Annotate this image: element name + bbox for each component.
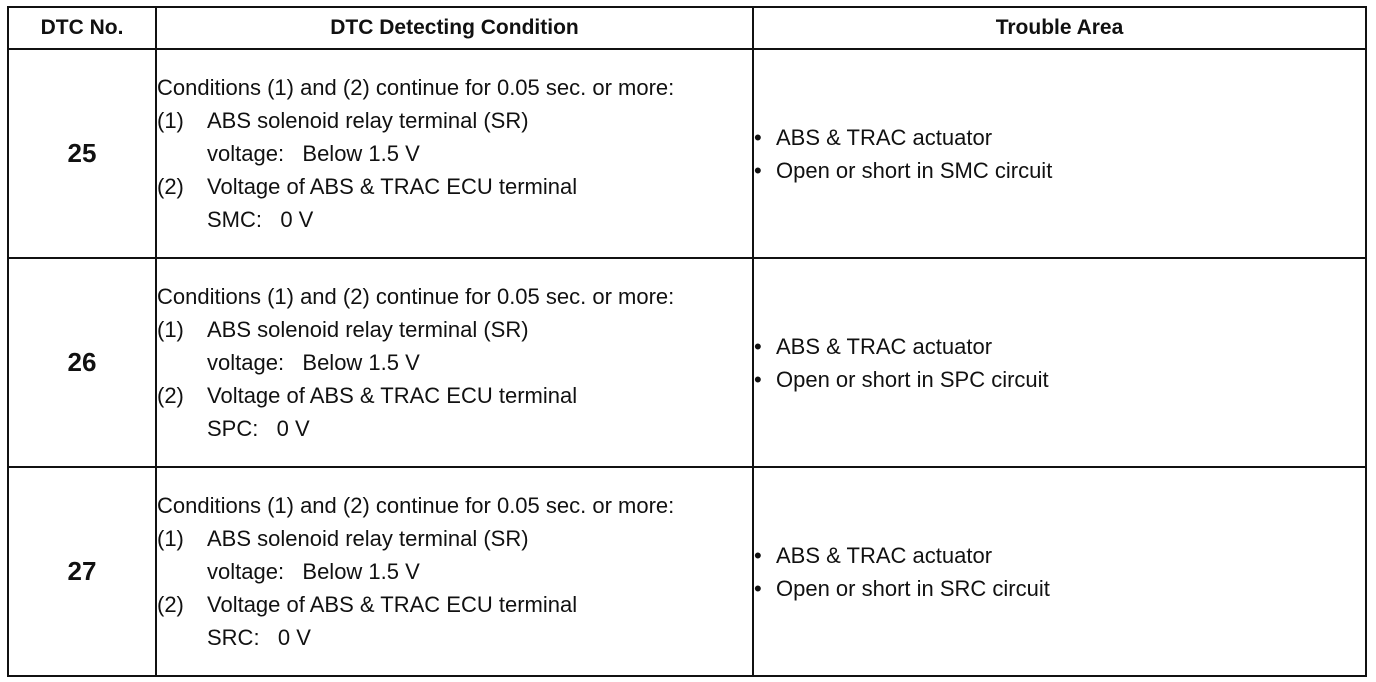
table-row bbox=[8, 49, 1366, 258]
condition-number: (1) bbox=[157, 317, 184, 342]
condition-text: SRC: 0 V bbox=[207, 625, 311, 650]
bullet-icon: • bbox=[754, 333, 762, 359]
condition-number: (2) bbox=[157, 592, 184, 617]
condition-intro: Conditions (1) and (2) continue for 0.05 sec. or more: bbox=[157, 75, 675, 100]
condition-text: Voltage of ABS & TRAC ECU terminal bbox=[207, 383, 578, 408]
dtc-code: 26 bbox=[8, 258, 156, 467]
condition-number: (1) bbox=[157, 526, 184, 551]
trouble-item bbox=[754, 363, 1365, 396]
condition-list bbox=[157, 313, 752, 445]
trouble-text: ABS & TRAC actuator bbox=[776, 124, 993, 150]
condition-text: voltage: Below 1.5 V bbox=[207, 350, 420, 375]
condition-number: (2) bbox=[157, 383, 184, 408]
bullet-icon: • bbox=[754, 542, 762, 568]
trouble-item bbox=[754, 539, 1365, 572]
condition-item bbox=[157, 170, 752, 236]
dtc-code: 27 bbox=[8, 467, 156, 676]
condition-text: voltage: Below 1.5 V bbox=[207, 141, 420, 166]
condition-item bbox=[157, 104, 752, 170]
table-row bbox=[8, 467, 1366, 676]
detecting-condition bbox=[156, 49, 753, 258]
dtc-table bbox=[7, 6, 1367, 677]
detecting-condition bbox=[156, 467, 753, 676]
condition-number: (1) bbox=[157, 108, 184, 133]
condition-item bbox=[157, 522, 752, 588]
bullet-icon: • bbox=[754, 575, 762, 601]
condition-item bbox=[157, 379, 752, 445]
trouble-text: ABS & TRAC actuator bbox=[776, 542, 993, 568]
condition-text: ABS solenoid relay terminal (SR) bbox=[207, 526, 529, 551]
condition-list bbox=[157, 522, 752, 654]
header-trouble-area: Trouble Area bbox=[753, 7, 1366, 49]
trouble-area bbox=[753, 467, 1366, 676]
trouble-text: ABS & TRAC actuator bbox=[776, 333, 993, 359]
condition-intro: Conditions (1) and (2) continue for 0.05 sec. or more: bbox=[157, 493, 675, 518]
condition-text: voltage: Below 1.5 V bbox=[207, 559, 420, 584]
bullet-icon: • bbox=[754, 157, 762, 183]
dtc-code: 25 bbox=[8, 49, 156, 258]
trouble-item bbox=[754, 154, 1365, 187]
condition-text: Voltage of ABS & TRAC ECU terminal bbox=[207, 592, 578, 617]
table-row bbox=[8, 258, 1366, 467]
condition-item bbox=[157, 313, 752, 379]
condition-intro: Conditions (1) and (2) continue for 0.05 sec. or more: bbox=[157, 284, 675, 309]
header-dtc-no: DTC No. bbox=[8, 7, 156, 49]
trouble-text: Open or short in SPC circuit bbox=[776, 366, 1049, 392]
bullet-icon: • bbox=[754, 366, 762, 392]
condition-text: SMC: 0 V bbox=[207, 207, 314, 232]
trouble-item bbox=[754, 121, 1365, 154]
condition-number: (2) bbox=[157, 174, 184, 199]
detecting-condition bbox=[156, 258, 753, 467]
bullet-icon: • bbox=[754, 124, 762, 150]
condition-text: SPC: 0 V bbox=[207, 416, 310, 441]
header-detecting-condition: DTC Detecting Condition bbox=[156, 7, 753, 49]
trouble-text: Open or short in SMC circuit bbox=[776, 157, 1053, 183]
trouble-area bbox=[753, 258, 1366, 467]
trouble-item bbox=[754, 330, 1365, 363]
condition-text: ABS solenoid relay terminal (SR) bbox=[207, 317, 529, 342]
condition-item bbox=[157, 588, 752, 654]
condition-text: ABS solenoid relay terminal (SR) bbox=[207, 108, 529, 133]
condition-text: Voltage of ABS & TRAC ECU terminal bbox=[207, 174, 578, 199]
trouble-list bbox=[754, 330, 1365, 396]
trouble-area bbox=[753, 49, 1366, 258]
trouble-text: Open or short in SRC circuit bbox=[776, 575, 1050, 601]
trouble-list bbox=[754, 539, 1365, 605]
condition-list bbox=[157, 104, 752, 236]
header-row bbox=[8, 7, 1366, 49]
trouble-item bbox=[754, 572, 1365, 605]
trouble-list bbox=[754, 121, 1365, 187]
